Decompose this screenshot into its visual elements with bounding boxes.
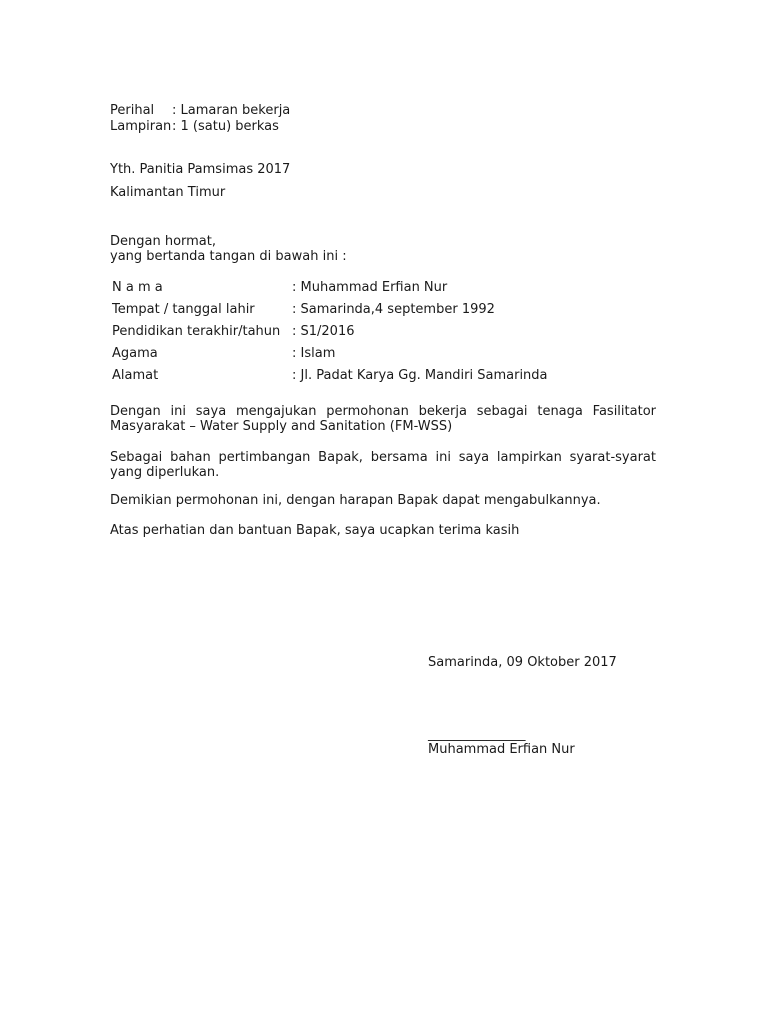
data-label-alamat: Alamat	[112, 368, 159, 383]
data-value-alamat: : Jl. Padat Karya Gg. Mandiri Samarinda	[292, 368, 548, 383]
data-value-pendidikan: : S1/2016	[292, 324, 355, 339]
place-date: Samarinda, 09 Oktober 2017	[428, 655, 617, 670]
data-label-nama: N a m a	[112, 280, 163, 295]
signer-name: Muhammad Erfian Nur	[428, 742, 575, 757]
body-paragraph-3: Demikian permohonan ini, dengan harapan Bapak dapat mengabulkannya.	[110, 493, 601, 508]
perihal-label: Perihal	[110, 103, 155, 118]
body-paragraph-4: Atas perhatian dan bantuan Bapak, saya ucapkan terima kasih	[110, 523, 520, 538]
recipient-line-2: Kalimantan Timur	[110, 185, 226, 200]
lampiran-label: Lampiran	[110, 119, 172, 134]
recipient-line-1: Yth. Panitia Pamsimas 2017	[110, 162, 291, 177]
greeting: Dengan hormat,	[110, 234, 217, 249]
intro-text: yang bertanda tangan di bawah ini :	[110, 249, 347, 264]
body-paragraph-2-line-1: Sebagai bahan pertimbangan Bapak, bersama ini saya lampirkan syarat-syarat	[110, 450, 656, 465]
data-value-ttl: : Samarinda,4 september 1992	[292, 302, 495, 317]
data-label-pendidikan: Pendidikan terakhir/tahun	[112, 324, 281, 339]
signature-line: _______________	[428, 727, 526, 742]
data-label-agama: Agama	[112, 346, 158, 361]
lampiran-value: : 1 (satu) berkas	[172, 119, 279, 134]
body-paragraph-1	[110, 404, 656, 434]
data-label-ttl: Tempat / tanggal lahir	[112, 302, 255, 317]
body-paragraph-1-line-1: Dengan ini saya mengajukan permohonan bekerja sebagai tenaga Fasilitator	[110, 404, 656, 419]
data-value-nama: : Muhammad Erfian Nur	[292, 280, 448, 295]
data-value-agama: : Islam	[292, 346, 336, 361]
body-paragraph-1-line-2: Masyarakat – Water Supply and Sanitation (FM-WSS)	[110, 419, 453, 434]
body-paragraph-2	[110, 450, 656, 480]
perihal-value: : Lamaran bekerja	[172, 103, 291, 118]
body-paragraph-2-line-2: yang diperlukan.	[110, 465, 220, 480]
